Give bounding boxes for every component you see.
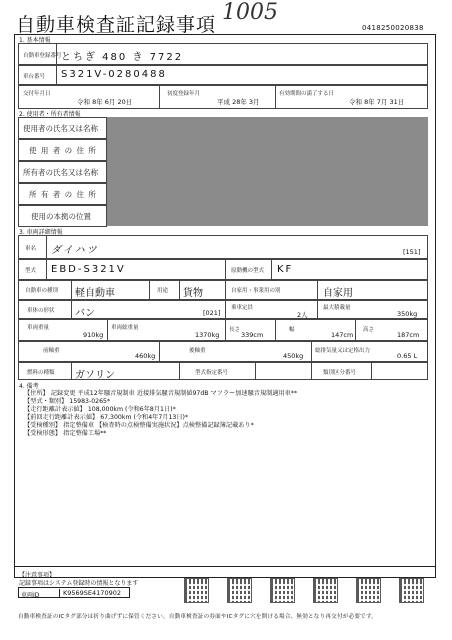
- remarks-block: [24, 390, 424, 439]
- dates-row: [18, 85, 428, 109]
- front-axle-label: 前軸重: [43, 348, 60, 354]
- kind-value: 軽自動車: [75, 288, 115, 299]
- weight-label: 車両重量: [27, 325, 50, 331]
- engine-label: 原動機の型式: [231, 268, 265, 274]
- use-value: 貨物: [183, 288, 203, 299]
- notice-title: 【注意事項】: [19, 572, 56, 579]
- expiry-label: 有効期間の満了する日: [279, 91, 335, 97]
- kind-row: [18, 280, 428, 300]
- notice-line: 記録事項はシステム登録時の情報となります: [19, 580, 139, 587]
- owner-address-label: 所 有 者 の 住 所: [29, 190, 97, 199]
- maker-value: ダイハツ: [51, 245, 99, 256]
- expiry-value: 令和 8年 7月 31日: [349, 98, 405, 106]
- height-value: 187cm: [397, 331, 420, 339]
- qr-code-icon: [399, 578, 424, 603]
- use-label: 用途: [157, 288, 169, 294]
- handwritten-mark: 1005: [222, 0, 278, 25]
- axle-row: [18, 341, 428, 362]
- remark-line: 【受検形態】 指定整備工場**: [24, 430, 107, 438]
- reg-number-row: [18, 43, 428, 65]
- section2-heading: 2. 使用者・所有者情報: [19, 111, 81, 118]
- qr-code-icon: [270, 578, 295, 603]
- class-no-label: 類別区分番号: [323, 370, 357, 376]
- chassis-label: 車台番号: [23, 74, 46, 80]
- displacement-label: 総排気量又は定格出力: [315, 348, 371, 354]
- model-value: EBD-S321V: [51, 264, 126, 275]
- vehicle-id-box: [18, 587, 130, 598]
- height-label: 高さ: [363, 327, 375, 333]
- max-load-label: 最大積載量: [323, 305, 351, 311]
- kind-label: 自動車の種別: [25, 288, 59, 294]
- front-axle-value: 460kg: [135, 352, 156, 360]
- chassis-row: [18, 65, 428, 85]
- remark-line: 【受検種別】 指定整備車 【検査時の点検整備実施状況】点検整備記録簿記載あり*: [24, 422, 254, 430]
- weight-value: 910kg: [83, 331, 104, 339]
- vehicle-id-value: K9569SE4170902: [59, 589, 121, 597]
- section1-heading: 1. 基本情報: [19, 37, 51, 44]
- bottom-notice: 自動車検査証のICタグ部分は折り曲げずに保管ください。自動車検査証の券面やICタグに穴を開ける場合、無効となり再交付が必要です。: [18, 614, 378, 620]
- user-address-label: 使 用 者 の 住 所: [29, 146, 97, 155]
- maker-label: 車名: [25, 246, 37, 252]
- body-row: [18, 300, 428, 319]
- body-value: バン: [75, 308, 95, 319]
- reg-number-value: とちぎ 480 き 7722: [61, 52, 184, 63]
- remark-line: 【走行距離計表示値】 108,000km (令和6年8月1日)*: [24, 406, 176, 414]
- rear-axle-value: 450kg: [283, 352, 304, 360]
- dimensions-row: [18, 319, 428, 341]
- business-label: 自家用・事業用の別: [231, 288, 281, 294]
- fuel-value: ガソリン: [75, 370, 115, 381]
- qr-code-icon: [184, 578, 209, 603]
- owner-address-row: [18, 183, 107, 205]
- fuel-row: [18, 362, 428, 380]
- section4-heading: 4. 備考: [19, 383, 39, 390]
- reg-number-label: 自動車登録番号: [23, 53, 62, 59]
- section3-heading: 3. 車両詳細情報: [19, 229, 63, 236]
- displacement-value: 0.65 L: [397, 352, 418, 360]
- remark-line: 【住所】 記録変更 平成12年騒音規制車 近接排気騒音規制値97dB マフラー加速騒音規制適用車**: [24, 390, 298, 397]
- user-name-row: [18, 117, 107, 139]
- width-value: 147cm: [331, 331, 354, 339]
- base-location-label: 使用の本拠の位置: [31, 212, 91, 221]
- model-label: 型式: [25, 268, 37, 274]
- footer-divider: [14, 566, 436, 567]
- remark-line: 【型式・類別】 15983-0265*: [24, 398, 111, 406]
- max-load-value: 350kg: [397, 310, 418, 318]
- length-label: 長さ: [229, 327, 241, 333]
- gross-value: 1370kg: [195, 331, 220, 339]
- chassis-value: S321V-0280488: [61, 69, 167, 80]
- user-address-row: [18, 139, 107, 161]
- body-label: 車体の形状: [27, 308, 55, 314]
- owner-name-row: [18, 161, 107, 183]
- owner-name-label: 所有者の氏名又は名称: [23, 168, 98, 177]
- qr-code-icon: [227, 578, 252, 603]
- base-location-row: [18, 205, 107, 227]
- issue-date-value: 令和 8年 6月 20日: [77, 98, 133, 106]
- business-value: 自家用: [323, 288, 353, 299]
- body-code: [021]: [203, 309, 221, 317]
- type-no-label: 型式指定番号: [195, 370, 229, 376]
- capacity-value: 2人: [297, 311, 308, 319]
- vehicle-id-label: 車両ID: [21, 591, 40, 599]
- page-title: 自動車検査証記録事項: [16, 14, 217, 36]
- engine-value: KF: [277, 264, 294, 275]
- length-value: 339cm: [241, 331, 264, 339]
- remark-line: 【前回走行距離計表示値】 67,300km (令和4年7月13日)*: [24, 414, 189, 422]
- redacted-block: [107, 117, 428, 226]
- fuel-label: 燃料の種類: [27, 370, 55, 376]
- document-number: 0418250020838: [362, 24, 424, 32]
- rear-axle-label: 後軸重: [189, 348, 206, 354]
- capacity-label: 乗車定員: [231, 305, 254, 311]
- issue-date-label: 交付年月日: [23, 91, 51, 97]
- width-label: 幅: [289, 327, 295, 333]
- maker-code: [151]: [403, 248, 421, 256]
- first-reg-label: 初度登録年月: [167, 91, 201, 97]
- gross-label: 車両総重量: [111, 325, 139, 331]
- maker-row: [18, 235, 428, 259]
- qr-code-icon: [313, 578, 338, 603]
- qr-code-icon: [356, 578, 381, 603]
- user-name-label: 使用者の氏名又は名称: [23, 124, 98, 133]
- model-row: [18, 259, 428, 280]
- first-reg-value: 平成 28年 3月: [217, 98, 260, 106]
